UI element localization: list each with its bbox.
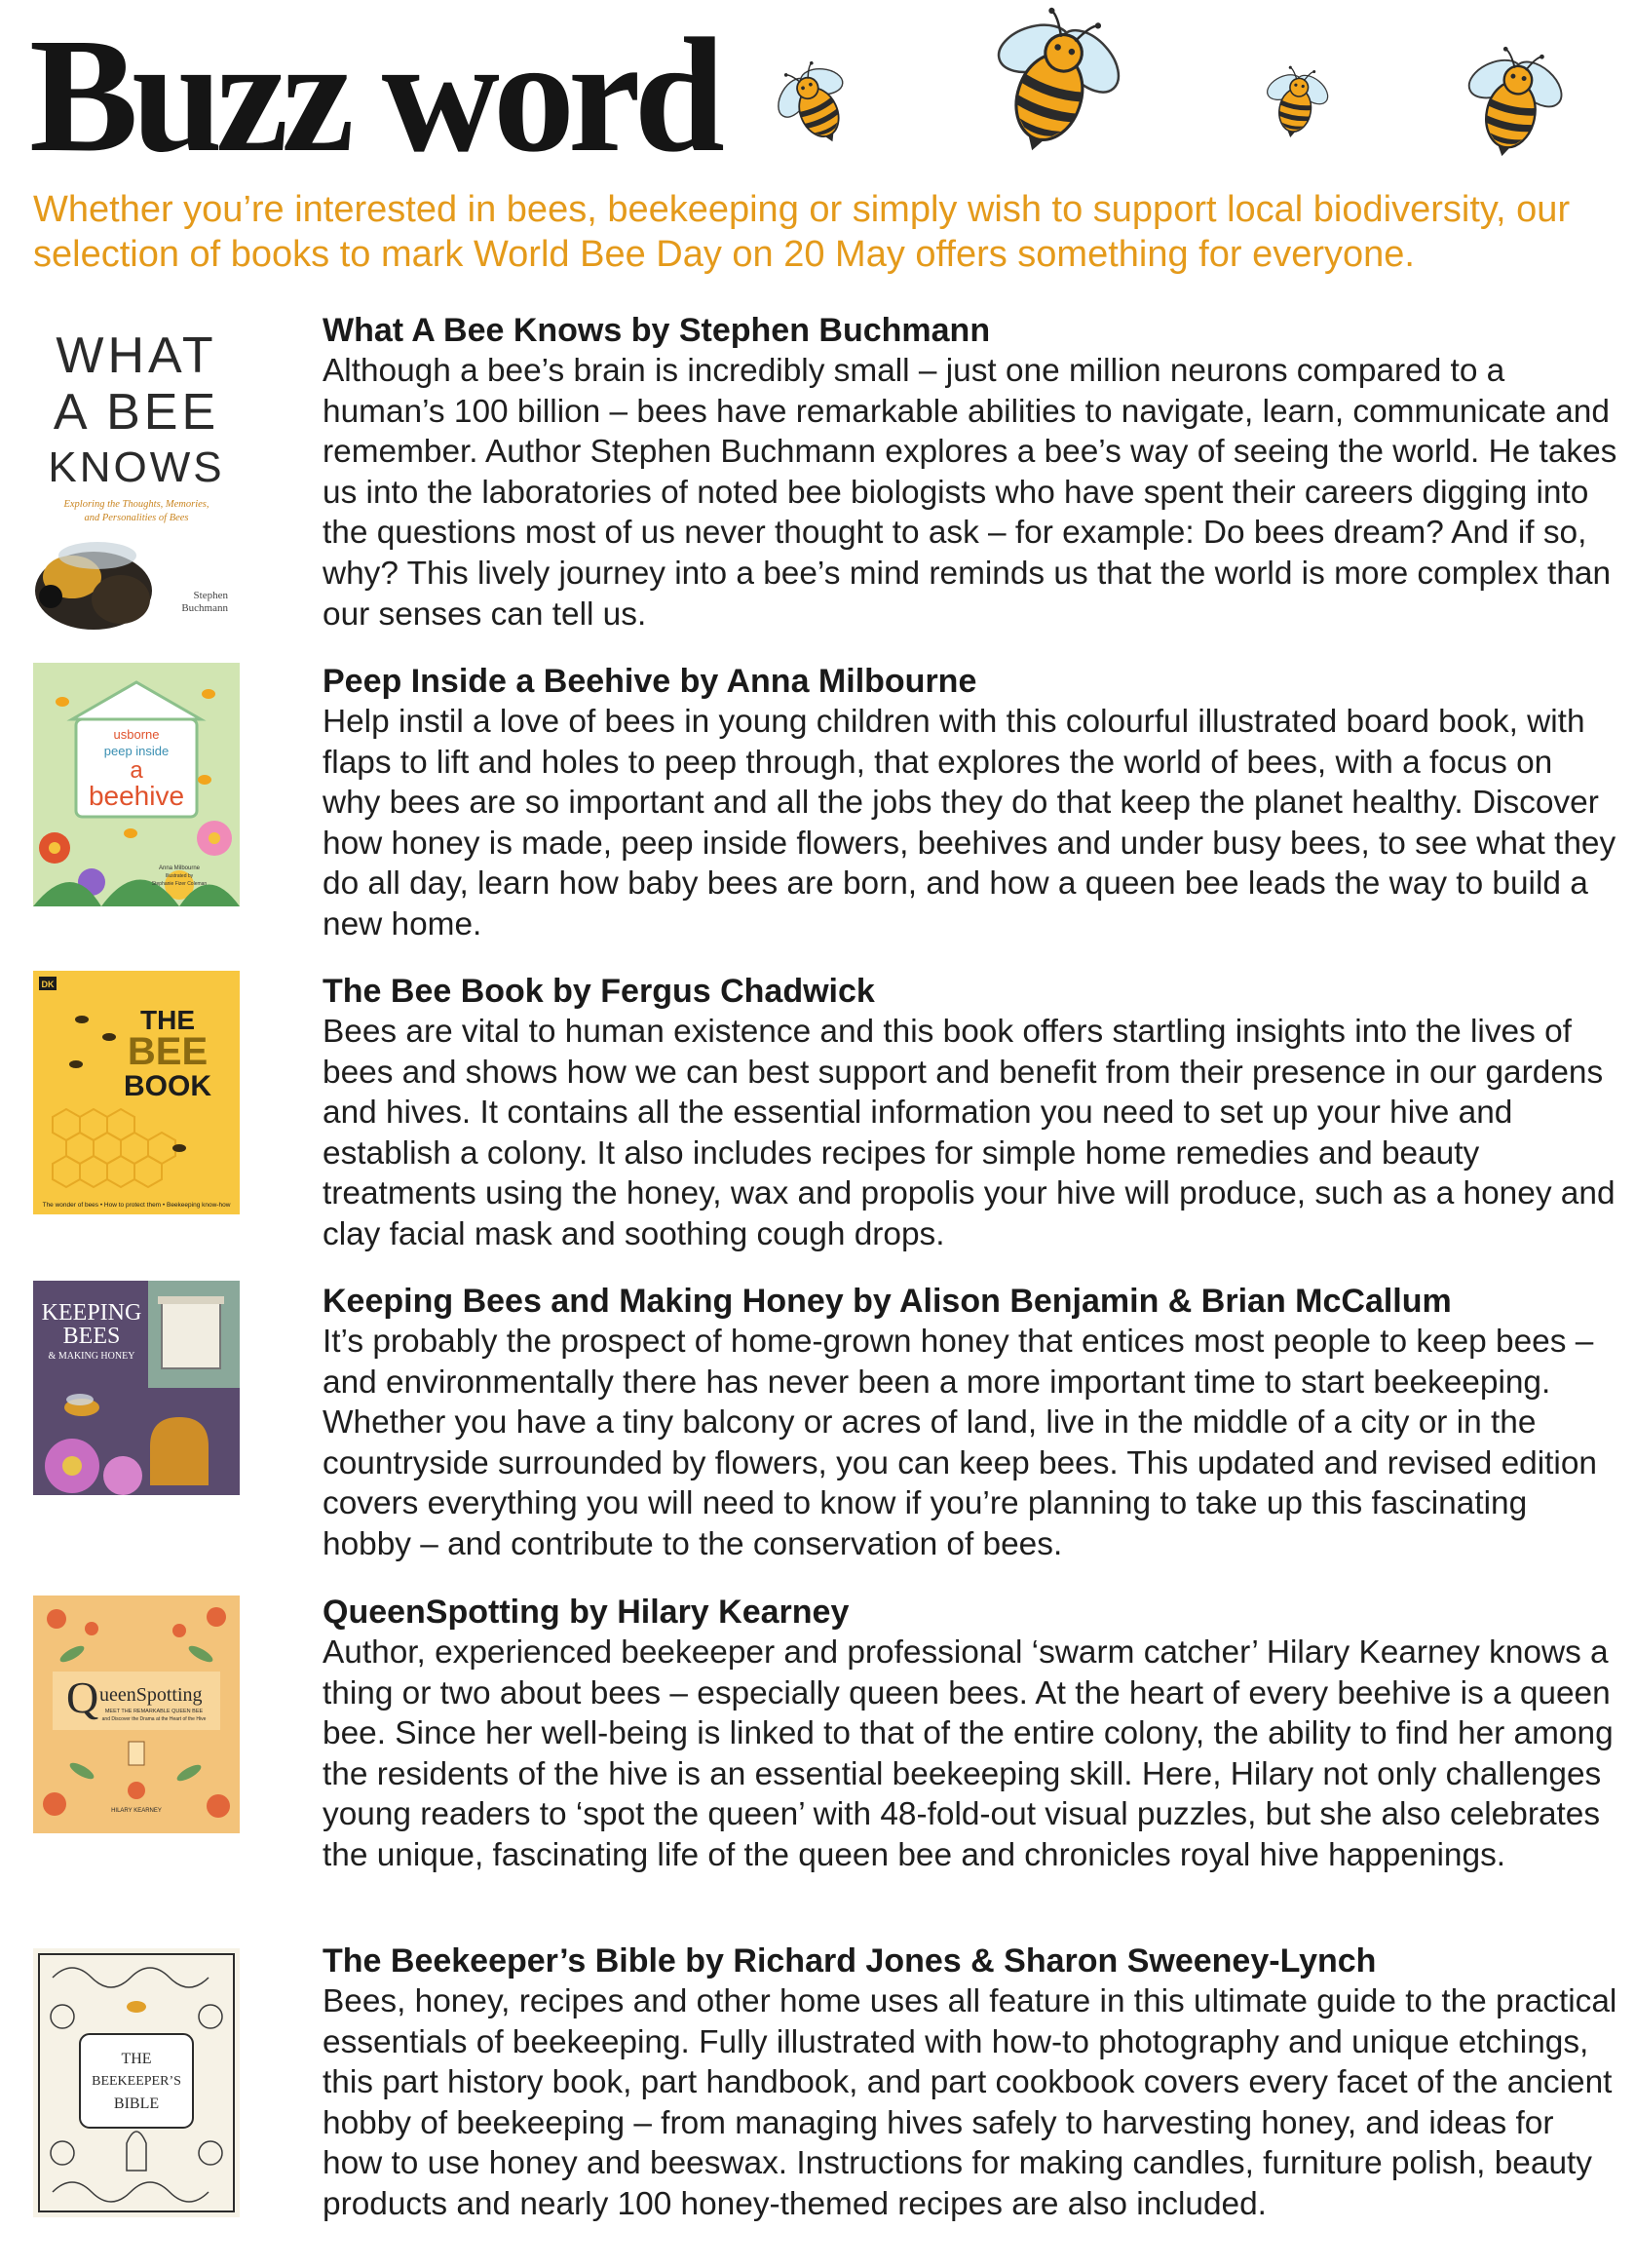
- cover-credit: Anna Milbourne: [158, 865, 201, 871]
- book-cover-peep-inside-a-beehive: [33, 663, 240, 906]
- cover-subtitle: MEET THE REMARKABLE QUEEN BEE: [104, 1709, 204, 1714]
- book-description: Although a bee’s brain is incredibly small – just one million neurons compared to a human’s 100 billion – bees have remarkable abilities to navigate, learn, communicate and remember. Author Stephen Buchmann explores a bee’s way of seeing the world. He takes us into the laboratories of noted bee biologists who have spent their careers digging into the questions most of us never thought to ask – for example: Do bees dream? And if so, why? This lively journey into a bee’s mind reminds us that the world is more complex than our senses can tell us.: [323, 353, 1617, 633]
- cover-subtitle: and Discover the Drama at the Heart of the Hive: [101, 1716, 207, 1722]
- cover-credit: Illustrated by: [165, 873, 194, 879]
- book-text: [323, 971, 1618, 1255]
- book-text: [323, 310, 1618, 634]
- cover-title-line1: WHAT: [56, 327, 217, 384]
- cover-title-line1: KEEPING: [41, 1300, 142, 1326]
- cover-title-line3: & MAKING HONEY: [48, 1351, 135, 1362]
- book-text: [323, 1941, 1618, 2225]
- cover-title-line1: THE: [140, 1005, 195, 1035]
- cover-title-line2: BEE: [127, 1030, 209, 1073]
- book-description: Bees are vital to human existence and this book offers startling insights into the lives of bees and shows how we can best support and benefit from their presence in our gardens and hives. It contains all the essential information you need to set up your hive and establish a colony. It also includes recipes for simple home remedies and beauty treatments using the honey, wax and propolis your hive will produce, such as a honey and clay facial mask and soothing cough drops.: [323, 1014, 1616, 1252]
- book-text: [323, 1281, 1618, 1565]
- cover-subtitle: and Personalities of Bees: [84, 513, 189, 523]
- cover-title-line3: beehive: [88, 781, 185, 811]
- book-description: Help instil a love of bees in young children with this colourful illustrated board book, with flaps to lift and holes to peep through, that explores the world of bees, with a focus on why bees are so important and all the jobs they do that keep the planet healthy. Discover how honey is made, peep inside flowers, beehives and under busy bees, to see what they do all day, learn how baby bees are born, and how a queen bee leads the way to build a new home.: [323, 704, 1616, 942]
- book-title: The Bee Book by Fergus Chadwick: [323, 973, 875, 1010]
- bee-icon: [1449, 39, 1577, 167]
- bee-icon: [1255, 61, 1336, 143]
- masthead: [29, 5, 1608, 186]
- cover-title-line1: THE: [121, 2051, 152, 2067]
- bee-icon: [964, 0, 1142, 172]
- cover-title-line2: BEEKEEPER’S: [92, 2074, 181, 2089]
- book-title: The Beekeeper’s Bible by Richard Jones & Sharon Sweeney-Lynch: [323, 1942, 1377, 1980]
- cover-publisher: DK: [41, 980, 55, 989]
- book-cover-what-a-bee-knows: [33, 322, 240, 634]
- bee-illustrations: [750, 0, 1608, 185]
- cover-author: Buchmann: [181, 602, 228, 614]
- cover-author: HILARY KEARNEY: [111, 1808, 162, 1814]
- book-cover-beekeepers-bible: [33, 1948, 240, 2217]
- cover-title-line3: KNOWS: [48, 443, 225, 491]
- cover-subtitle: Exploring the Thoughts, Memories,: [63, 499, 209, 510]
- intro-text: Whether you’re interested in bees, beekeeping or simply wish to support local biodiversity, our selection of books to mark World Bee Day on 20 May offers something for everyone.: [33, 189, 1571, 275]
- book-description: Bees, honey, recipes and other home uses all feature in this ultimate guide to the practical essentials of beekeeping. Fully illustrated with how-to photography and unique etchings, this part history book, part handbook, and part cookbook covers every facet of the ancient hobby of beekeeping – from managing hives safely to harvesting honey, and ideas for how to use honey and beeswax. Instructions for making candles, furniture polish, beauty products and nearly 100 honey-themed recipes are also included.: [323, 1983, 1617, 2222]
- book-text: [323, 1592, 1618, 1876]
- book-title: Keeping Bees and Making Honey by Alison Benjamin & Brian McCallum: [323, 1283, 1452, 1320]
- book-cover-keeping-bees: [33, 1281, 240, 1495]
- book-description: Author, experienced beekeeper and professional ‘swarm catcher’ Hilary Kearney knows a thing or two about bees – especially queen bees. At the heart of every beehive is a queen bee. Since her well-being is linked to that of the entire colony, the ability to find her among the residents of the hive is an essential beekeeping skill. Here, Hilary not only challenges young readers to ‘spot the queen’ with 48-fold-out visual puzzles, but she also celebrates the unique, fascinating life of the queen bee and chronicles royal hive happenings.: [323, 1634, 1614, 1873]
- cover-title-line2: a: [130, 757, 143, 784]
- book-cover-the-bee-book: [33, 971, 240, 1214]
- cover-title-line1: peep inside: [103, 744, 170, 758]
- cover-title-line2: BEES: [62, 1324, 121, 1349]
- book-cover-queenspotting: [33, 1595, 240, 1833]
- cover-title-initial: Q: [66, 1672, 99, 1722]
- cover-author: Stephen: [193, 590, 228, 601]
- cover-publisher: usborne: [113, 727, 160, 742]
- book-title: What A Bee Knows by Stephen Buchmann: [323, 312, 991, 349]
- book-title: Peep Inside a Beehive by Anna Milbourne: [323, 663, 977, 700]
- cover-credit: Stephanie Fizer Coleman: [151, 881, 208, 887]
- bee-icon: [761, 51, 869, 159]
- book-title: QueenSpotting by Hilary Kearney: [323, 1594, 850, 1631]
- cover-title-line3: BOOK: [124, 1070, 211, 1102]
- page-title: Buzz word: [29, 5, 718, 186]
- book-text: [323, 661, 1618, 945]
- cover-title-rest: ueenSpotting: [99, 1684, 203, 1706]
- cover-title-line2: A BEE: [53, 384, 220, 441]
- cover-footer: The wonder of bees • How to protect them • Beekeeping know-how: [42, 1202, 231, 1209]
- cover-title-line3: BIBLE: [113, 2095, 160, 2112]
- book-description: It’s probably the prospect of home-grown honey that entices most people to keep bees – and environmentally there has never been a more important time to start beekeeping. Whether you have a tiny balcony or acres of land, live in the middle of a city or in the countryside surrounded by flowers, you can keep bees. This updated and revised edition covers everything you will need to know if you’re planning to take up this fascinating hobby – and contribute to the conservation of bees.: [323, 1324, 1597, 1562]
